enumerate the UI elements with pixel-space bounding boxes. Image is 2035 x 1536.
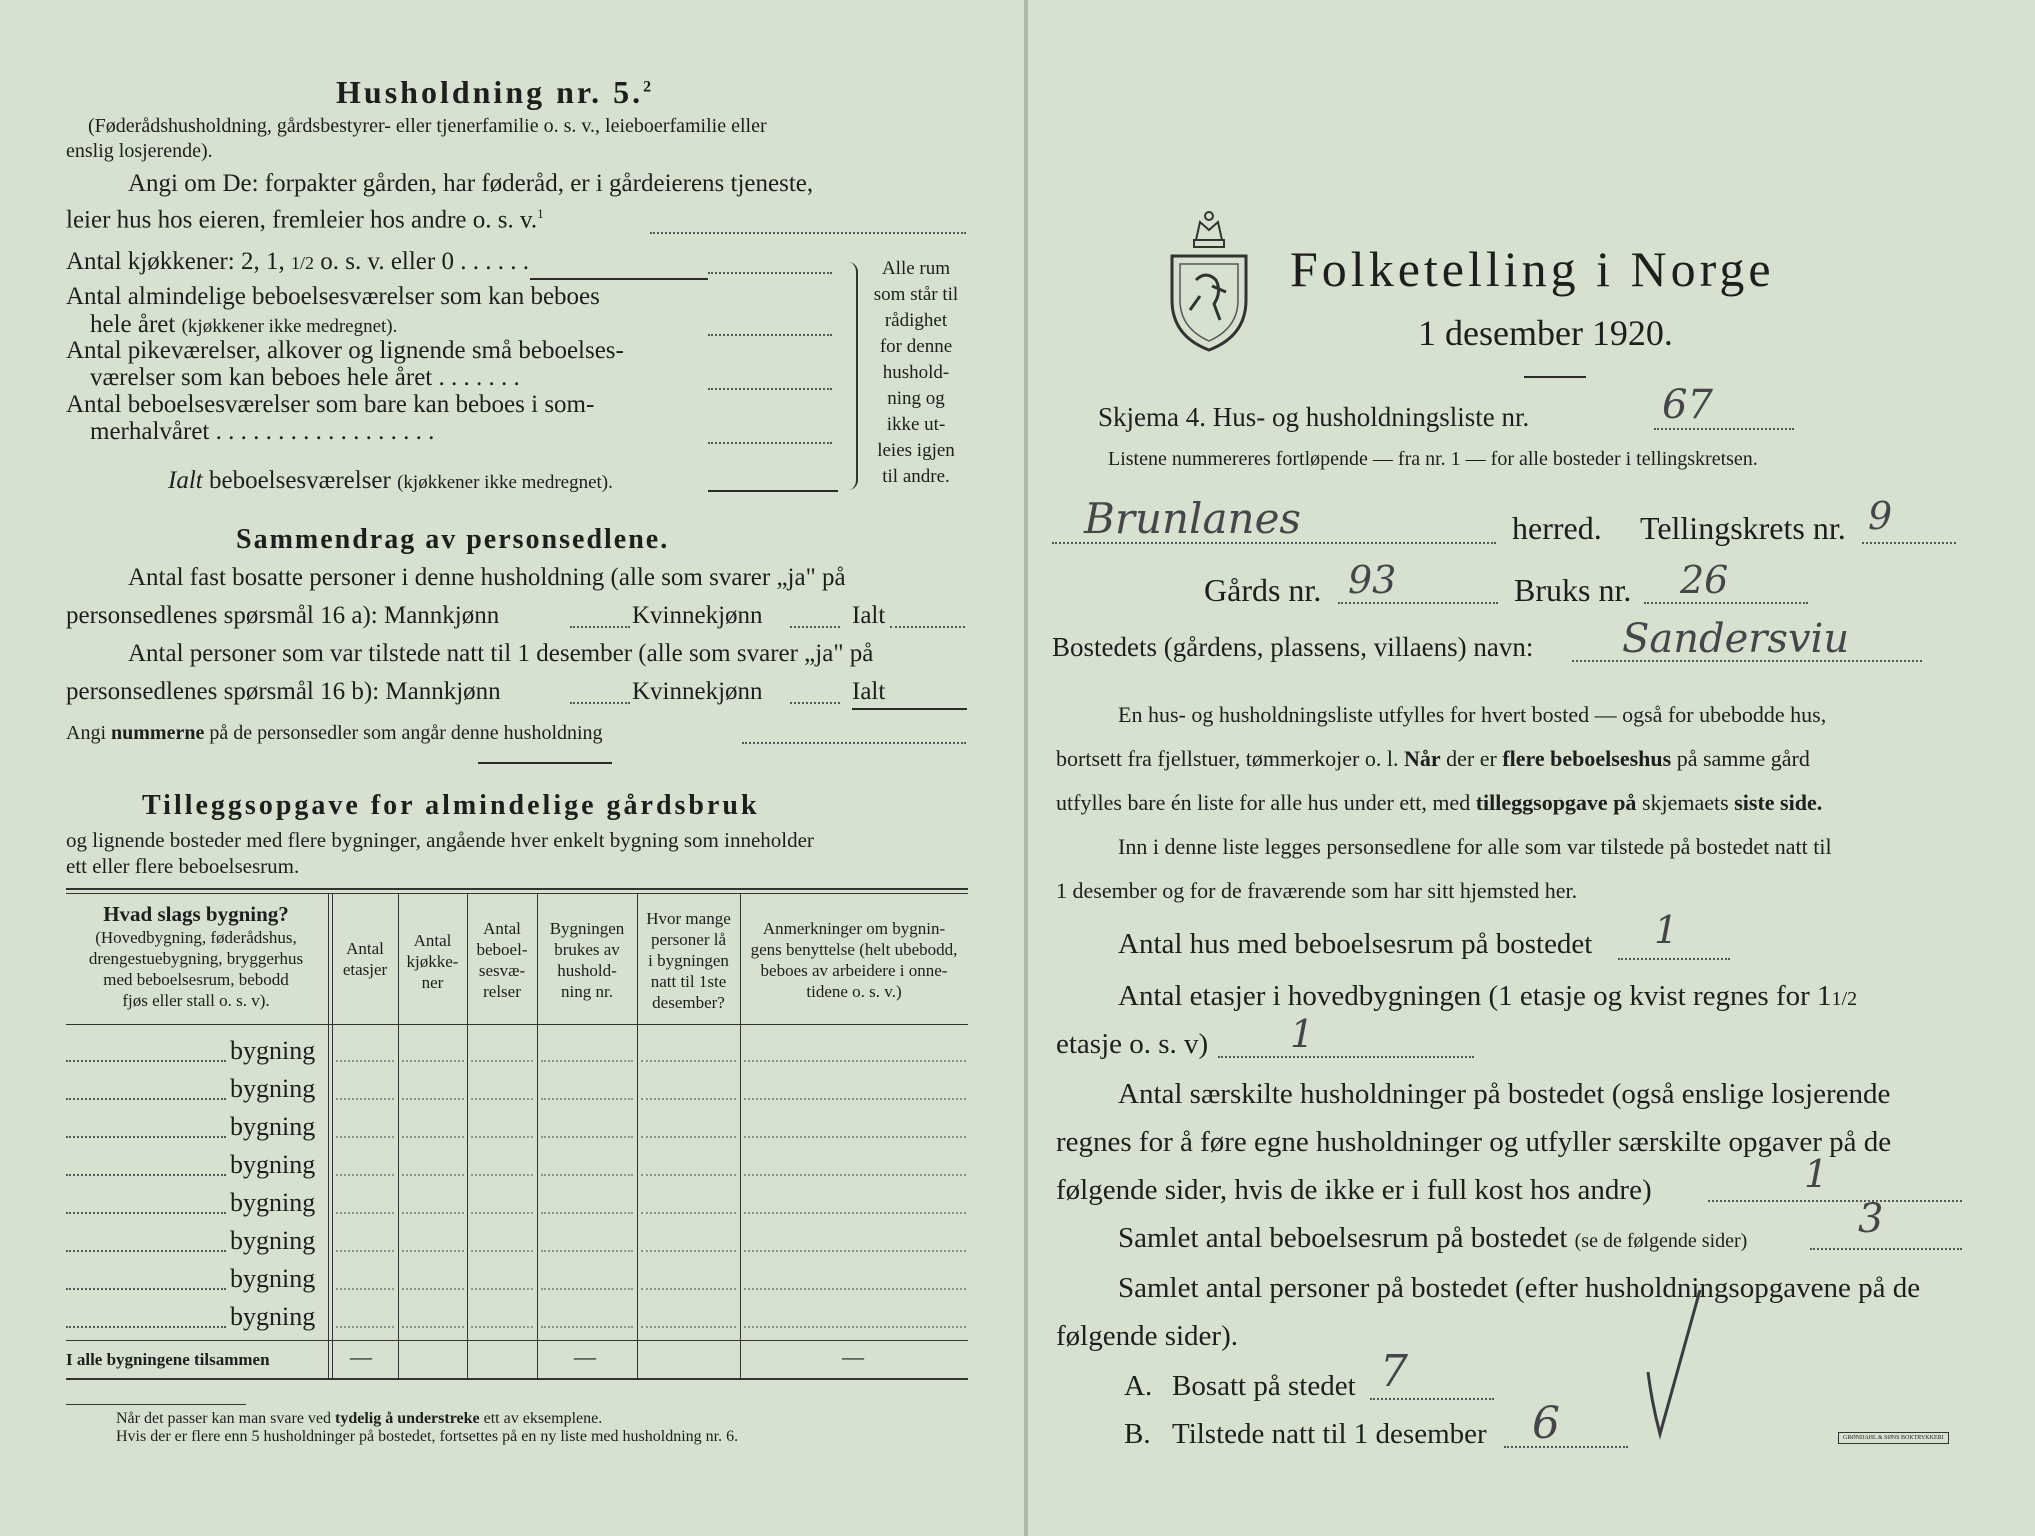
b-letter: B. xyxy=(1124,1418,1151,1450)
saerskilte-line1: Antal særskilte husholdninger på bostedet (også enslige losjerende xyxy=(1118,1078,1891,1110)
pikevaerelser-label-2: værelser som kan beboes hele året . . . . . . . xyxy=(90,364,520,391)
skjema-number[interactable]: 67 xyxy=(1662,382,1713,428)
col1-header xyxy=(66,904,326,1011)
a-line xyxy=(1370,1398,1494,1400)
table-cell-input[interactable] xyxy=(471,1174,533,1176)
sommer-label: Antal beboelsesværelser som bare kan beboes i som- xyxy=(66,391,595,418)
total-dash-husholdning: — xyxy=(574,1344,596,1369)
table-cell-input[interactable] xyxy=(541,1098,633,1100)
almindelige-label: Antal almindelige beboelsesværelser som kan beboes xyxy=(66,283,600,310)
table-cell-input[interactable] xyxy=(641,1212,736,1214)
col2-line: etasjer xyxy=(342,960,388,979)
brace-note-line: til andre. xyxy=(882,466,950,487)
table-cell-input[interactable] xyxy=(336,1326,394,1328)
gards-line xyxy=(1338,602,1498,604)
brace-note xyxy=(866,256,966,490)
separator xyxy=(478,762,612,764)
col1-sub-line: med beboelsesrum, bebodd xyxy=(103,970,289,989)
saerskilte-answer-line xyxy=(1708,1200,1962,1202)
brace-note-line: for denne xyxy=(879,336,953,357)
table-cell-input[interactable] xyxy=(541,1326,633,1328)
saerskilte-value[interactable]: 1 xyxy=(1804,1152,1829,1196)
table-cell-input[interactable] xyxy=(402,1250,464,1252)
col6-line: Hvor mange xyxy=(646,909,731,928)
p2-mann-answer[interactable] xyxy=(570,702,630,704)
table-cell-input[interactable] xyxy=(744,1250,966,1252)
ialt-rooms-label: Ialt beboelsesværelser (kjøkkener ikke medregnet). xyxy=(168,467,613,494)
building-label: bygning xyxy=(230,1264,316,1293)
col4-line: relser xyxy=(483,982,521,1001)
col1-title: Hvad slags bygning? xyxy=(103,902,289,926)
table-cell-input[interactable] xyxy=(402,1288,464,1290)
table-cell-input[interactable] xyxy=(402,1060,464,1062)
herred-value[interactable]: Brunlanes xyxy=(1084,494,1301,543)
table-cell-input[interactable] xyxy=(744,1060,966,1062)
table-cell-input[interactable] xyxy=(541,1060,633,1062)
table-cell-input[interactable] xyxy=(641,1136,736,1138)
p1-ialt-answer[interactable] xyxy=(890,626,965,628)
brace-note-line: som står til xyxy=(873,284,959,305)
kjokkener-label: Antal kjøkkener: 2, 1, 1/2 o. s. v. eller 0 . . . . . . xyxy=(66,248,529,275)
col4-line: Antal xyxy=(483,919,521,938)
table-cell-input[interactable] xyxy=(471,1136,533,1138)
sommer-label-2: merhalvåret . . . . . . . . . . . . . . . . . . xyxy=(90,418,435,445)
b-label: Tilstede natt til 1 desember xyxy=(1172,1418,1487,1450)
table-cell-input[interactable] xyxy=(744,1098,966,1100)
col4-line: beboel- xyxy=(476,940,528,959)
col6-line: natt til 1ste xyxy=(650,972,727,991)
brace-note-line: hushold- xyxy=(882,362,950,383)
table-cell-input[interactable] xyxy=(471,1250,533,1252)
building-label: bygning xyxy=(230,1226,316,1255)
date-rule xyxy=(1524,376,1586,378)
p1-kvinne-label: Kvinnekjønn xyxy=(632,602,763,629)
footnote-2: Hvis der er flere enn 5 husholdninger på bostedet, fortsettes på en ny liste med husholdning nr. 6. xyxy=(116,1428,739,1445)
building-type-input[interactable] xyxy=(66,1174,226,1176)
etasjer-line1: Antal etasjer i hovedbygningen (1 etasje og kvist regnes for 11/2 xyxy=(1118,980,1858,1012)
col4-line: sesvæ- xyxy=(478,961,526,980)
table-top-rule xyxy=(66,888,968,890)
building-label: bygning xyxy=(230,1302,316,1331)
household-subtitle-2: enslig losjerende). xyxy=(66,140,213,162)
building-type-input[interactable] xyxy=(66,1250,226,1252)
table-cell-input[interactable] xyxy=(471,1212,533,1214)
table-cell-input[interactable] xyxy=(541,1136,633,1138)
table-cell-input[interactable] xyxy=(541,1250,633,1252)
table-cell-input[interactable] xyxy=(541,1288,633,1290)
brace-note-line: rådighet xyxy=(884,310,948,331)
table-cell-input[interactable] xyxy=(471,1326,533,1328)
rule xyxy=(530,278,708,280)
table-header-rule xyxy=(66,1024,968,1025)
col6-line: i bygningen xyxy=(648,951,729,970)
col6-line: personer lå xyxy=(650,930,727,949)
almindelige-answer[interactable] xyxy=(708,334,832,336)
antal-hus-label: Antal hus med beboelsesrum på bostedet xyxy=(1118,928,1593,960)
info-p2-line2: 1 desember og for de fraværende som har sitt hjemsted her. xyxy=(1056,878,1578,903)
table-cell-input[interactable] xyxy=(402,1098,464,1100)
census-date: 1 desember 1920. xyxy=(1418,313,1673,353)
bosted-value[interactable]: Sandersviu xyxy=(1622,616,1850,662)
table-cell-input[interactable] xyxy=(541,1174,633,1176)
building-type-input[interactable] xyxy=(66,1326,226,1328)
gards-label: Gårds nr. xyxy=(1204,572,1322,608)
table-cell-input[interactable] xyxy=(744,1136,966,1138)
col4-header xyxy=(467,918,537,1002)
table-cell-input[interactable] xyxy=(641,1060,736,1062)
supplement-line1: og lignende bosteder med flere bygninger, angående hver enkelt bygning som inneholder xyxy=(66,828,814,852)
col1-sub-line: drengestuebygning, bryggerhus xyxy=(88,949,304,968)
info-p1-line1: En hus- og husholdningsliste utfylles for hvert bosted — også for ubebodde hus, xyxy=(1118,702,1827,727)
table-cell-input[interactable] xyxy=(402,1136,464,1138)
herred-line xyxy=(1052,542,1496,544)
table-total-rule xyxy=(66,1340,968,1341)
printer-stamp: GRØNDAHL & SØNS BOKTRYKKERI xyxy=(1838,1432,1949,1444)
table-cell-input[interactable] xyxy=(336,1174,394,1176)
antal-hus-line xyxy=(1618,958,1730,960)
col5-line: Bygningen xyxy=(549,919,625,938)
col3-line: kjøkke- xyxy=(406,952,459,971)
household-title: Husholdning nr. 5.$^2$ xyxy=(336,74,655,110)
table-cell-input[interactable] xyxy=(541,1212,633,1214)
census-title: Folketelling i Norge xyxy=(1290,241,1775,297)
antal-hus-value[interactable]: 1 xyxy=(1654,908,1679,952)
col7-line: beboes av arbeidere i onne- xyxy=(760,961,948,980)
col5-header xyxy=(537,918,637,1002)
samlet-rom-label: Samlet antal beboelsesrum på bostedet (se de følgende sider) xyxy=(1118,1222,1748,1254)
table-bottom-rule xyxy=(66,1378,968,1380)
col7-header xyxy=(740,918,968,1002)
b-line xyxy=(1504,1446,1628,1448)
p1-kvinne-answer[interactable] xyxy=(790,626,840,628)
brace-note-line: leies igjen xyxy=(877,440,955,461)
bruks-value[interactable]: 26 xyxy=(1680,558,1729,602)
supplement-title: Tilleggsopgave for almindelige gårdsbruk xyxy=(142,790,760,821)
brace-note-line: ning og xyxy=(887,388,945,409)
saerskilte-line2: regnes for å føre egne husholdninger og utfyller særskilte opgaver på de xyxy=(1056,1126,1892,1158)
col3-header xyxy=(398,930,467,993)
col3-line: Antal xyxy=(413,931,452,950)
building-type-input[interactable] xyxy=(66,1288,226,1290)
footnote-1: Når det passer kan man svare ved tydelig å understreke ett av eksemplene. xyxy=(116,1410,603,1427)
skjema-label: Skjema 4. Hus- og husholdningsliste nr. xyxy=(1098,402,1530,432)
etasjer-value[interactable]: 1 xyxy=(1290,1012,1315,1056)
a-label: Bosatt på stedet xyxy=(1172,1370,1356,1402)
table-cell-input[interactable] xyxy=(471,1060,533,1062)
table-cell-input[interactable] xyxy=(336,1060,394,1062)
table-cell-input[interactable] xyxy=(641,1098,736,1100)
col-divider xyxy=(328,893,329,1378)
building-type-input[interactable] xyxy=(66,1136,226,1138)
angi-line-2: leier hus hos eieren, fremleier hos andre o. s. v.$^1$ xyxy=(66,206,544,234)
building-label: bygning xyxy=(230,1150,316,1179)
info-p1-line3: utfylles bare én liste for alle hus under ett, med tilleggsopgave på skjemaets siste side. xyxy=(1056,790,1823,815)
angi-nummerne: Angi nummerne på de personsedler som angår denne husholdning xyxy=(66,722,603,744)
building-label: bygning xyxy=(230,1188,316,1217)
total-dash-anmerkninger: — xyxy=(842,1344,864,1369)
bosted-line xyxy=(1572,660,1922,662)
total-label: I alle bygningene tilsammen xyxy=(66,1350,270,1369)
samlet-pers-line1: Samlet antal personer på bostedet (efter husholdningsopgavene på de xyxy=(1118,1272,1921,1304)
table-top-rule-2 xyxy=(66,893,968,894)
summary-title: Sammendrag av personsedlene. xyxy=(236,524,670,555)
household-subtitle: (Føderådshusholdning, gårdsbestyrer- eller tjenerfamilie o. s. v., leieboerfamilie eller xyxy=(88,115,767,137)
table-cell-input[interactable] xyxy=(744,1288,966,1290)
table-cell-input[interactable] xyxy=(336,1136,394,1138)
p2-kvinne-answer[interactable] xyxy=(790,702,840,704)
a-letter: A. xyxy=(1124,1370,1153,1402)
col1-sub-line: (Hovedbygning, føderådshus, xyxy=(95,928,297,947)
a-value[interactable]: 7 xyxy=(1380,1346,1408,1397)
table-cell-input[interactable] xyxy=(744,1174,966,1176)
table-cell-input[interactable] xyxy=(471,1288,533,1290)
total-dash-etasjer: — xyxy=(350,1344,372,1369)
summary-p2-line2: personsedlenes spørsmål 16 b): Mannkjønn xyxy=(66,678,501,705)
samlet-rom-line xyxy=(1810,1248,1962,1250)
p2-ialt-answer[interactable] xyxy=(852,708,967,710)
bosted-label: Bostedets (gårdens, plassens, villaens) navn: xyxy=(1052,632,1534,662)
samlet-rom-value[interactable]: 3 xyxy=(1858,1196,1884,1242)
b-value[interactable]: 6 xyxy=(1532,1398,1560,1449)
table-cell-input[interactable] xyxy=(336,1212,394,1214)
pikevaerelser-label: Antal pikeværelser, alkover og lignende små beboelses- xyxy=(66,337,624,364)
nummerne-answer[interactable] xyxy=(742,742,966,744)
col5-line: brukes av xyxy=(554,940,620,959)
bruks-line xyxy=(1644,602,1808,604)
col1-sub-line: fjøs eller stall o. s. v). xyxy=(122,991,270,1010)
tellingskrets-line xyxy=(1862,542,1956,544)
saerskilte-line3: følgende sider, hvis de ikke er i full kost hos andre) xyxy=(1056,1174,1652,1206)
info-p2-line1: Inn i denne liste legges personsedlene for alle som var tilstede på bostedet natt til xyxy=(1118,834,1832,859)
angi-answer-line[interactable] xyxy=(650,232,966,234)
skjema-number-line xyxy=(1654,428,1794,430)
summary-p2-line1: Antal personer som var tilstede natt til 1 desember (alle som svarer „ja" på xyxy=(128,640,874,667)
tellingskrets-value[interactable]: 9 xyxy=(1868,494,1893,538)
col3-line: ner xyxy=(421,973,444,992)
summary-p1-line1: Antal fast bosatte personer i denne husholdning (alle som svarer „ja" på xyxy=(128,564,846,591)
building-label: bygning xyxy=(230,1112,316,1141)
supplement-line2: ett eller flere beboelsesrum. xyxy=(66,854,300,878)
col6-line: desember? xyxy=(652,993,725,1012)
footnote-rule xyxy=(66,1404,246,1405)
etasjer-line2: etasje o. s. v) xyxy=(1056,1028,1209,1060)
ialt-rooms-answer[interactable] xyxy=(708,490,838,492)
col5-line: ning nr. xyxy=(561,982,613,1001)
kjokkener-answer[interactable] xyxy=(708,272,832,274)
col7-line: gens benyttelse (helt ubebodd, xyxy=(750,940,958,959)
p2-ialt-label: Ialt xyxy=(852,678,886,705)
col2-header xyxy=(332,938,398,980)
samlet-pers-line2: følgende sider). xyxy=(1056,1320,1238,1352)
table-cell-input[interactable] xyxy=(641,1288,736,1290)
table-cell-input[interactable] xyxy=(744,1326,966,1328)
info-p1-line2: bortsett fra fjellstuer, tømmerkojer o. l. Når der er flere beboelseshus på samme gård xyxy=(1056,746,1810,771)
building-label: bygning xyxy=(230,1074,316,1103)
brace-note-line: Alle rum xyxy=(881,258,951,279)
p1-mann-answer[interactable] xyxy=(570,626,630,628)
summary-p1-line2: personsedlenes spørsmål 16 a): Mannkjønn xyxy=(66,602,500,629)
etasjer-answer-line xyxy=(1218,1056,1474,1058)
col7-line: Anmerkninger om bygnin- xyxy=(762,919,946,938)
brace-note-line: ikke ut- xyxy=(886,414,946,435)
table-cell-input[interactable] xyxy=(336,1250,394,1252)
table-cell-input[interactable] xyxy=(336,1098,394,1100)
table-cell-input[interactable] xyxy=(641,1250,736,1252)
coat-of-arms-icon xyxy=(1166,200,1252,352)
building-type-input[interactable] xyxy=(66,1212,226,1214)
herred-label: herred. xyxy=(1512,510,1602,546)
p1-ialt-label: Ialt xyxy=(852,602,886,629)
col2-line: Antal xyxy=(346,939,384,958)
table-cell-input[interactable] xyxy=(402,1326,464,1328)
sommer-answer[interactable] xyxy=(708,442,832,444)
angi-line-1: Angi om De: forpakter gården, har føderåd, er i gårdeierens tjeneste, xyxy=(128,170,814,197)
bruks-label: Bruks nr. xyxy=(1514,572,1632,608)
building-type-input[interactable] xyxy=(66,1098,226,1100)
p2-kvinne-label: Kvinnekjønn xyxy=(632,678,763,705)
brace xyxy=(846,262,858,490)
tellingskrets-label: Tellingskrets nr. xyxy=(1640,510,1846,546)
gards-value[interactable]: 93 xyxy=(1348,558,1397,602)
table-cell-input[interactable] xyxy=(471,1098,533,1100)
table-cell-input[interactable] xyxy=(641,1174,736,1176)
pikevaerelser-answer[interactable] xyxy=(708,388,832,390)
almindelige-label-2: hele året (kjøkkener ikke medregnet). xyxy=(90,311,398,338)
col7-line: tidene o. s. v.) xyxy=(806,982,902,1001)
table-cell-input[interactable] xyxy=(402,1174,464,1176)
listene-note: Listene nummereres fortløpende — fra nr. 1 — for alle bosteder i tellingskretsen. xyxy=(1108,448,1758,470)
table-cell-input[interactable] xyxy=(336,1288,394,1290)
table-cell-input[interactable] xyxy=(744,1212,966,1214)
col1-subtitle xyxy=(66,927,326,1011)
table-cell-input[interactable] xyxy=(641,1326,736,1328)
checkmark-icon xyxy=(1640,1284,1710,1444)
building-label: bygning xyxy=(230,1036,316,1065)
building-type-input[interactable] xyxy=(66,1060,226,1062)
col6-header xyxy=(637,908,740,1013)
page-fold xyxy=(1024,0,1028,1536)
table-cell-input[interactable] xyxy=(402,1212,464,1214)
col5-line: hushold- xyxy=(557,961,617,980)
